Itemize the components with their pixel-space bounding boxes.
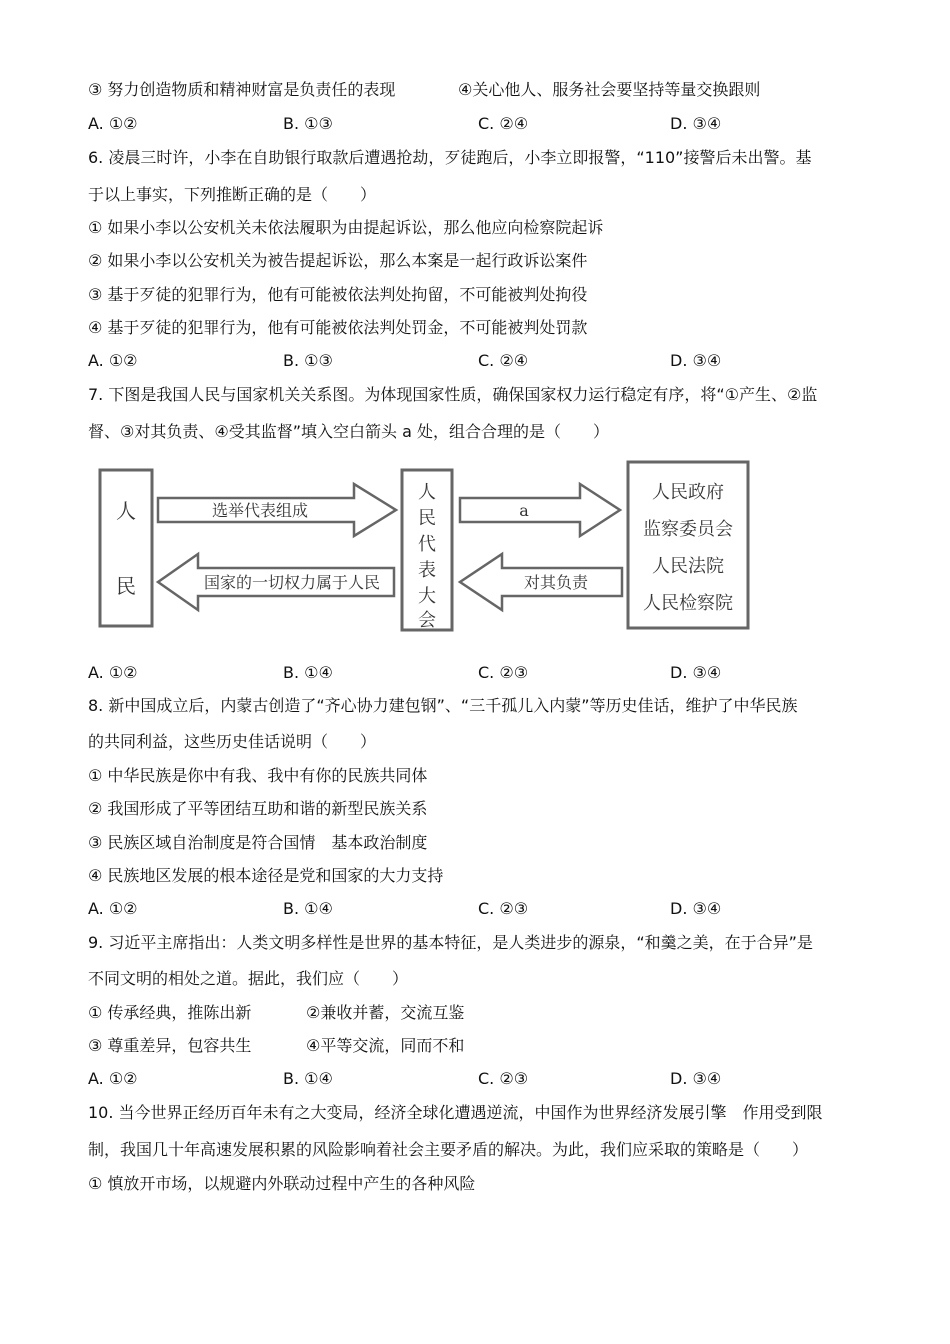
q6-item-4: ④ 基于歹徒的犯罪行为，他有可能被依法判处罚金，不可能被判处罚款: [88, 318, 588, 337]
q9-item-3: ③ 尊重差异，包容共生: [88, 1036, 252, 1055]
people-box: [100, 470, 152, 626]
q10-stem-line2: 制，我国几十年高速发展积累的风险影响着社会主要矛盾的解决。为此，我们应采取的策略是（ ）: [88, 1140, 809, 1159]
q6-stem-line1: 6. 凌晨三时许，小李在自助银行取款后遭遇抢劫，歹徒跑后，小李立即报警，“110”接警后未出警。基: [88, 148, 812, 167]
arrow-blank-a: [460, 484, 620, 536]
option-c: C. ②③: [478, 1069, 529, 1088]
q9-item-4: ④平等交流，同而不和: [306, 1036, 465, 1055]
q6-item-3: ③ 基于歹徒的犯罪行为，他有可能被依法判处拘留，不可能被判处拘役: [88, 285, 588, 304]
option-d: D. ③④: [670, 1069, 722, 1088]
option-b: B. ①④: [283, 899, 333, 918]
organ-supervision: 监察委员会: [643, 519, 733, 540]
congress-char-5: 大: [418, 586, 436, 607]
option-b: B. ①③: [283, 351, 333, 370]
congress-char-1: 人: [418, 482, 436, 503]
q10-item-1: ① 慎放开市场，以规避内外联动过程中产生的各种风险: [88, 1174, 476, 1193]
q10-stem-line1: 10. 当今世界正经历百年未有之大变局，经济全球化遭遇逆流，中国作为世界经济发展引擎 作用受到限: [88, 1103, 823, 1122]
q5-options: [88, 114, 868, 134]
option-a: A. ①②: [88, 663, 138, 682]
option-b: B. ①④: [283, 663, 333, 682]
arrow-power-label: 国家的一切权力属于人民: [203, 573, 381, 592]
option-c: C. ②③: [478, 663, 529, 682]
option-b: B. ①③: [283, 114, 333, 133]
option-d: D. ③④: [670, 351, 722, 370]
q8-item-2: ② 我国形成了平等团结互助和谐的新型民族关系: [88, 799, 428, 818]
arrow-responsible-label: 对其负责: [523, 573, 589, 592]
q8-item-3: ③ 民族区域自治制度是符合国情 基本政治制度: [88, 833, 428, 852]
option-d: D. ③④: [670, 114, 722, 133]
arrow-a-label: a: [519, 501, 529, 520]
option-a: A. ①②: [88, 351, 138, 370]
q6-item-1: ① 如果小李以公安机关未依法履职为由提起诉讼，那么他应向检察院起诉: [88, 218, 604, 237]
q8-stem-line1: 8. 新中国成立后，内蒙古创造了“齐心协力建包钢”、“三千孤儿入内蒙”等历史佳话，维护了中华民族: [88, 696, 798, 715]
q5-item-3: ③ 努力创造物质和精神财富是负责任的表现: [88, 80, 396, 99]
organ-procuratorate: 人民检察院: [643, 593, 733, 614]
option-a: A. ①②: [88, 899, 138, 918]
q5-item-4: ④关心他人、服务社会要坚持等量交换跟则: [458, 80, 761, 99]
q9-item-2: ②兼收并蓄，交流互鉴: [306, 1003, 465, 1022]
option-d: D. ③④: [670, 663, 722, 682]
q8-options: [88, 899, 868, 919]
q7-stem-line1: 7. 下图是我国人民与国家机关关系图。为体现国家性质，确保国家权力运行稳定有序，将“①产生、②监: [88, 385, 818, 404]
q7-options: [88, 663, 868, 683]
q9-options: [88, 1069, 868, 1089]
option-c: C. ②④: [478, 114, 529, 133]
q9-stem-line1: 9. 习近平主席指出：人类文明多样性是世界的基本特征，是人类进步的源泉，“和羹之美，在于合异”是: [88, 933, 813, 952]
option-c: C. ②③: [478, 899, 529, 918]
people-char-2: 民: [116, 574, 136, 598]
organ-government: 人民政府: [652, 482, 724, 503]
q6-options: [88, 351, 868, 371]
q8-item-4: ④ 民族地区发展的根本途径是党和国家的大力支持: [88, 866, 444, 885]
congress-char-4: 表: [418, 560, 436, 581]
q9-stem-line2: 不同文明的相处之道。据此，我们应（ ）: [88, 969, 409, 988]
q8-item-1: ① 中华民族是你中有我、我中有你的民族共同体: [88, 766, 428, 785]
option-a: A. ①②: [88, 1069, 138, 1088]
option-a: A. ①②: [88, 114, 138, 133]
q6-item-2: ② 如果小李以公安机关为被告提起诉讼，那么本案是一起行政诉讼案件: [88, 251, 588, 270]
congress-char-6: 会: [418, 610, 436, 631]
congress-char-2: 民: [418, 508, 436, 529]
q8-stem-line2: 的共同利益，这些历史佳话说明（ ）: [88, 732, 377, 751]
q7-stem-line2: 督、③对其负责、④受其监督”填入空白箭头 a 处，组合合理的是（ ）: [88, 422, 609, 441]
arrow-elect-label: 选举代表组成: [211, 501, 309, 520]
organ-court: 人民法院: [652, 556, 724, 577]
option-c: C. ②④: [478, 351, 529, 370]
q6-stem-line2: 于以上事实，下列推断正确的是（ ）: [88, 185, 377, 204]
option-b: B. ①④: [283, 1069, 333, 1088]
people-state-relation-diagram: [92, 448, 762, 642]
people-char-1: 人: [116, 499, 136, 523]
congress-char-3: 代: [418, 534, 436, 555]
diagram-svg: [92, 448, 762, 638]
option-d: D. ③④: [670, 899, 722, 918]
q9-item-1: ① 传承经典，推陈出新: [88, 1003, 252, 1022]
